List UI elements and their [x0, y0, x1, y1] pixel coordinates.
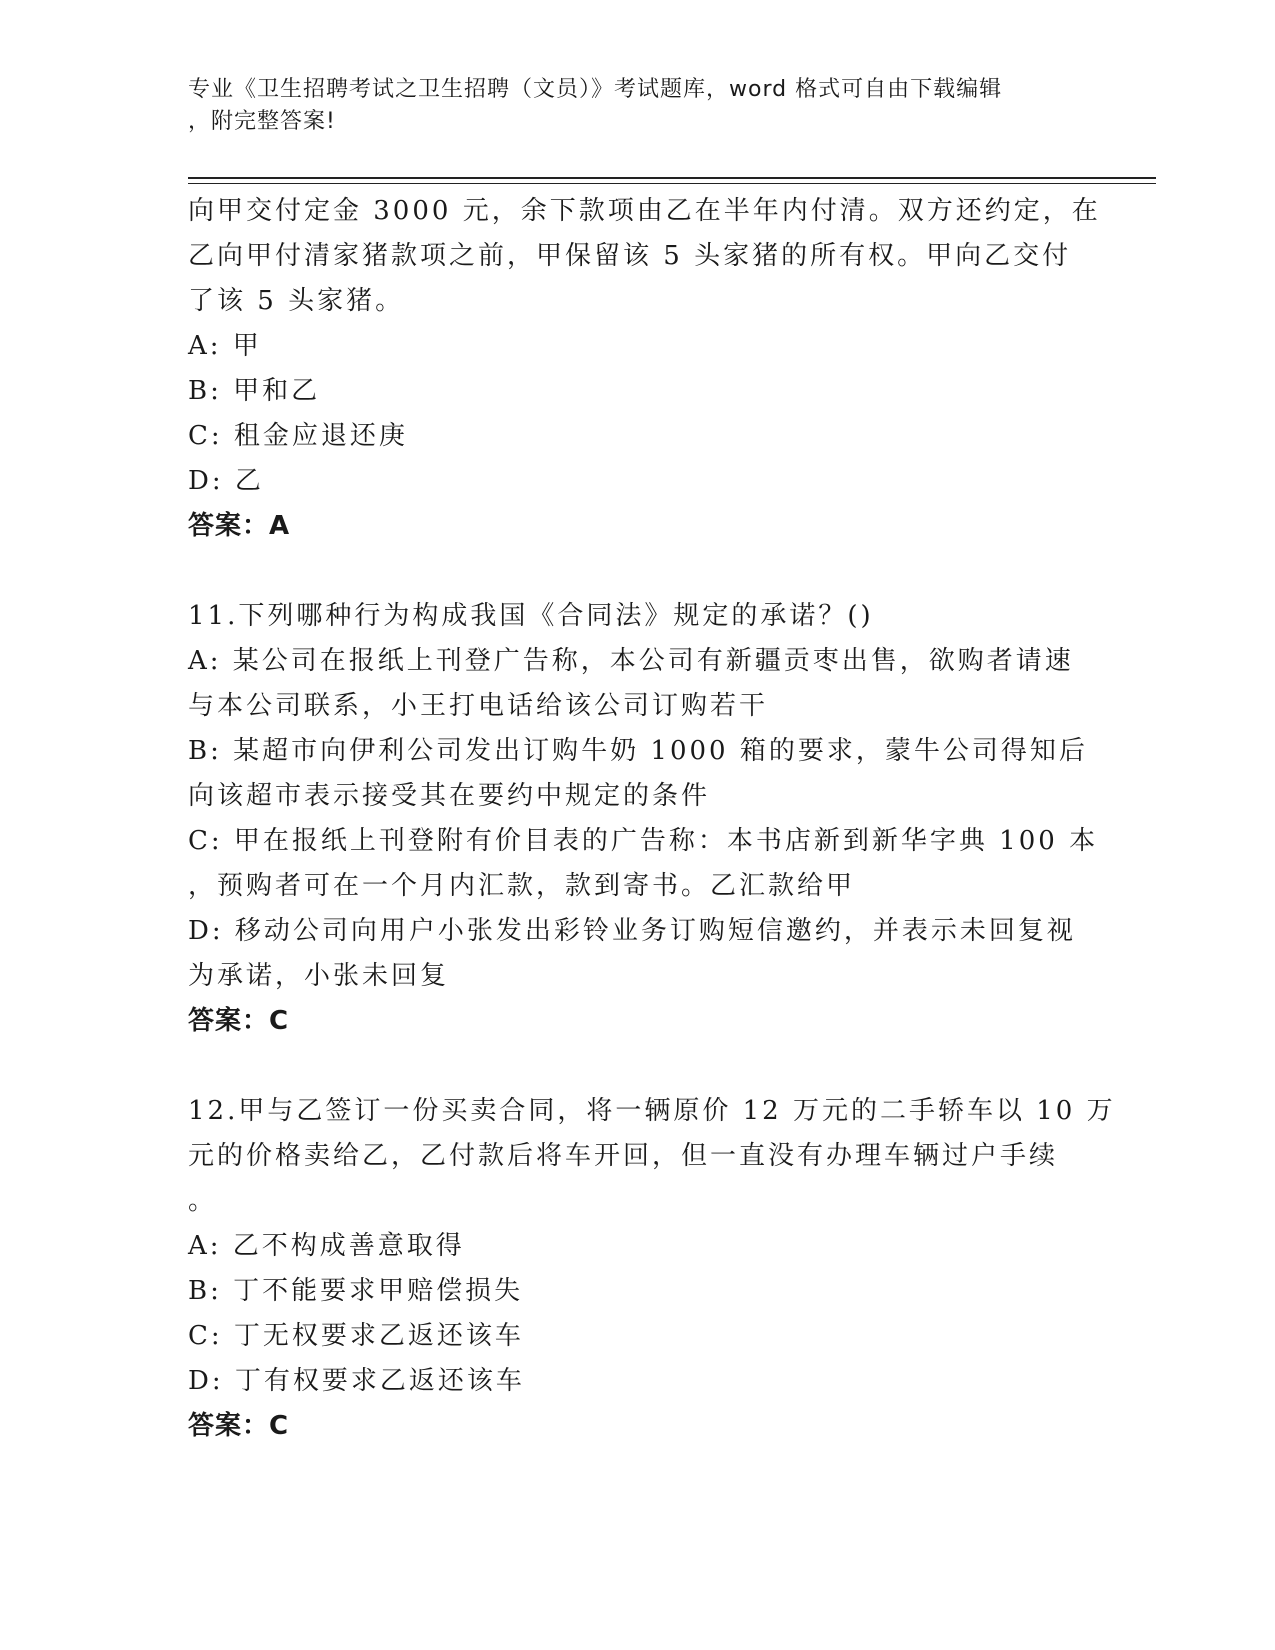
option-b: B: 甲和乙	[188, 376, 321, 406]
option-d: D: 乙	[188, 466, 264, 496]
option-a: A: 甲	[188, 331, 262, 361]
question-text-line: 元的价格卖给乙，乙付款后将车开回，但一直没有办理车辆过户手续	[188, 1141, 1059, 1171]
spacer	[188, 549, 1088, 594]
answer-line: 答案：C	[188, 1411, 290, 1441]
question-text-line: 向甲交付定金 3000 元，余下款项由乙在半年内付清。双方还约定，在	[188, 196, 1101, 226]
header-divider-thick	[188, 177, 1156, 179]
question-11	[188, 594, 1099, 1044]
question-text-line: 乙向甲付清家猪款项之前，甲保留该 5 头家猪的所有权。甲向乙交付	[188, 241, 1072, 271]
option-b: B: 丁不能要求甲赔偿损失	[188, 1276, 524, 1306]
option-c: C: 甲在报纸上刊登附有价目表的广告称：本书店新到新华字典 100 本	[188, 826, 1099, 856]
question-fragment	[188, 189, 1101, 549]
option-a: A: 乙不构成善意取得	[188, 1231, 465, 1261]
option-c: C: 租金应退还庚	[188, 421, 408, 451]
question-text-line: 11.下列哪种行为构成我国《合同法》规定的承诺？()	[188, 601, 874, 631]
option-d: D: 丁有权要求乙返还该车	[188, 1366, 525, 1396]
question-text-line: 12.甲与乙签订一份买卖合同，将一辆原价 12 万元的二手轿车以 10 万	[188, 1096, 1116, 1126]
document-body	[188, 189, 1116, 1449]
option-a-continued: 与本公司联系，小王打电话给该公司订购若干	[188, 691, 769, 721]
header-line-2: ，附完整答案!	[188, 109, 336, 134]
question-12	[188, 1089, 1116, 1449]
header-divider-thin	[188, 183, 1156, 184]
option-d-continued: 为承诺，小张未回复	[188, 961, 450, 991]
answer-line: 答案：A	[188, 511, 291, 541]
option-c: C: 丁无权要求乙返还该车	[188, 1321, 524, 1351]
question-text-line: 。	[188, 1186, 218, 1216]
option-a: A: 某公司在报纸上刊登广告称，本公司有新疆贡枣出售，欲购者请速	[188, 646, 1074, 676]
spacer	[188, 1044, 1088, 1089]
question-text-line: 了该 5 头家猪。	[188, 286, 405, 316]
option-b-continued: 向该超市表示接受其在要约中规定的条件	[188, 781, 711, 811]
header-line-1: 专业《卫生招聘考试之卫生招聘（文员）》考试题库，word 格式可自由下载编辑	[188, 77, 1003, 102]
page-header	[188, 74, 1088, 138]
option-c-continued: ，预购者可在一个月内汇款，款到寄书。乙汇款给甲	[188, 871, 856, 901]
answer-line: 答案：C	[188, 1006, 290, 1036]
option-d: D: 移动公司向用户小张发出彩铃业务订购短信邀约，并表示未回复视	[188, 916, 1076, 946]
option-b: B: 某超市向伊利公司发出订购牛奶 1000 箱的要求，蒙牛公司得知后	[188, 736, 1088, 766]
